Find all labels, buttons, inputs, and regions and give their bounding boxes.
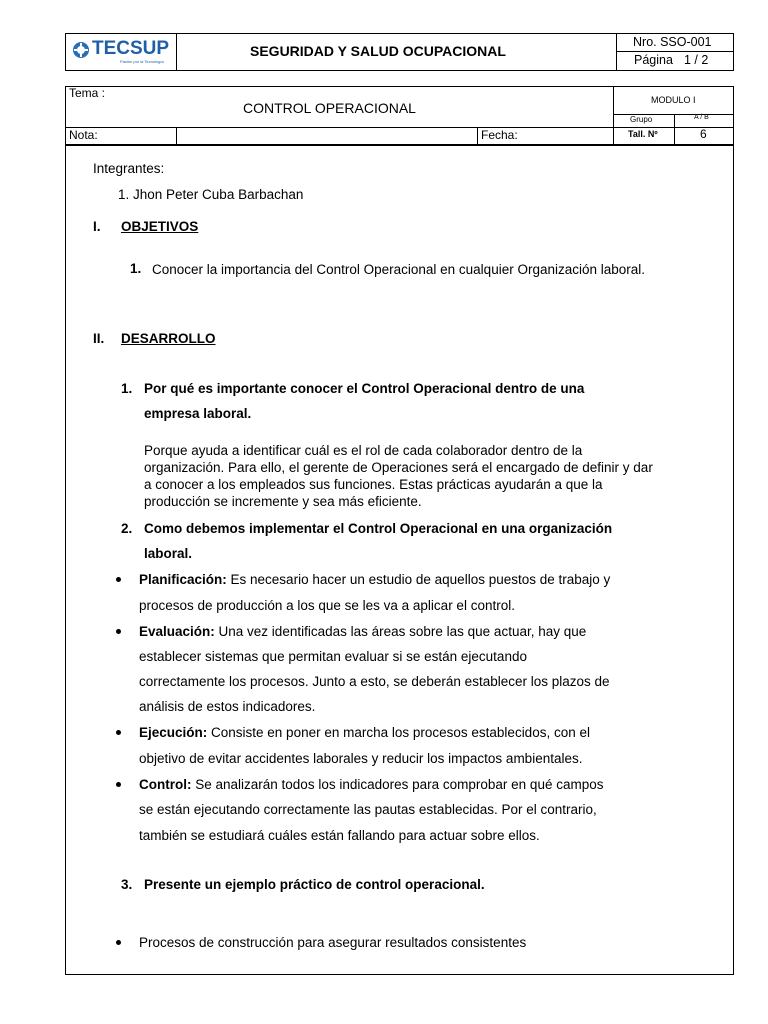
- example-bullet: Procesos de construcción para asegurar resultados consistentes: [139, 935, 527, 950]
- form-row-line: [65, 127, 734, 128]
- question-1-number: 1.: [121, 381, 133, 396]
- header-divider-2: [616, 33, 617, 71]
- page-label: Página: [634, 53, 673, 67]
- bullet-control-line-1: Control: Se analizarán todos los indicadores para comprobar en qué campos: [139, 777, 604, 792]
- tall-value: 6: [700, 127, 707, 141]
- page-value: 1 / 2: [684, 53, 709, 67]
- header-title: SEGURIDAD Y SALUD OCUPACIONAL: [250, 43, 506, 59]
- question-2-number: 2.: [121, 521, 133, 536]
- bullet-evaluacion-line-1: Evaluación: Una vez identificadas las áreas sobre las que actuar, hay que: [139, 624, 587, 639]
- bullet-control-line-3: también se estudiará cuáles están fallando para actuar sobre ellos.: [139, 828, 540, 843]
- form-grupo-vline: [674, 114, 675, 145]
- bullet-planificacion-line-2: procesos de producción a los que se les va a aplicar el control.: [139, 598, 515, 613]
- nota-label: Nota:: [69, 128, 98, 142]
- objective-1-number: 1.: [130, 261, 142, 276]
- bullet-ejecucion-line-2: objetivo de evitar accidentes laborales y reducir los impactos ambientales.: [139, 751, 583, 766]
- grupo-label: Grupo: [630, 115, 653, 124]
- question-2-line-1: Como debemos implementar el Control Operacional en una organización: [144, 521, 613, 536]
- section-1-title: OBJETIVOS: [121, 219, 199, 234]
- tecsup-logo: [70, 37, 172, 67]
- integrante-1: 1. Jhon Peter Cuba Barbachan: [118, 187, 304, 202]
- bullet-evaluacion-line-4: análisis de estos indicadores.: [139, 699, 316, 714]
- tall-label: Tall. Nº: [628, 129, 658, 139]
- bullet-dot: [116, 577, 121, 582]
- question-2-line-2: laboral.: [144, 546, 193, 561]
- bullet-planificacion-line-1: Planificación: Es necesario hacer un estudio de aquellos puestos de trabajo y: [139, 572, 611, 587]
- section-1-number: I.: [93, 219, 101, 234]
- question-1-answer: Porque ayuda a identificar cuál es el rol de cada colaborador dentro de la organización. Para ello, el gerente de Operaciones será el encargado de definir y dar a conocer a los empleados sus funciones. Estas prácticas ayudarán a que la producción se incremente y sea más eficiente.: [144, 443, 653, 509]
- bullet-control-line-2: se están ejecutando correctamente las pautas establecidas. Por el contrario,: [139, 802, 597, 817]
- bullet-evaluacion-line-3: correctamente los procesos. Junto a esto, se deberán establecer los plazos de: [139, 674, 610, 689]
- section-2-title: DESARROLLO: [121, 331, 216, 346]
- form-vline-nota: [176, 127, 177, 145]
- logo-tagline: Pasión por la Tecnología: [120, 59, 164, 64]
- form-vline-fecha: [477, 127, 478, 145]
- bullet-dot: [116, 940, 121, 945]
- modulo-label: MODULO I: [651, 95, 696, 105]
- section-2-number: II.: [93, 331, 105, 346]
- question-1-line-2: empresa laboral.: [144, 406, 252, 421]
- bullet-ejecucion-line-1: Ejecución: Consiste en poner en marcha los procesos establecidos, con el: [139, 725, 590, 740]
- form-vline-right: [613, 86, 614, 145]
- question-3-number: 3.: [121, 877, 133, 892]
- bullet-dot: [116, 730, 121, 735]
- fecha-label: Fecha:: [481, 128, 518, 142]
- bullet-dot: [116, 782, 121, 787]
- bullet-evaluacion-line-2: establecer sistemas que permitan evaluar si se están ejecutando: [139, 649, 527, 664]
- tema-value: CONTROL OPERACIONAL: [243, 100, 416, 116]
- integrantes-label: Integrantes:: [93, 161, 165, 176]
- bullet-dot: [116, 629, 121, 634]
- header-divider-1: [176, 33, 177, 71]
- question-3-title: Presente un ejemplo práctico de control operacional.: [144, 877, 485, 892]
- header-divider-3: [616, 51, 734, 52]
- logo-text: TECSUP: [92, 38, 170, 59]
- doc-number: Nro. SSO-001: [633, 35, 712, 49]
- grupo-value: A / B: [694, 114, 709, 121]
- tema-label: Tema :: [69, 86, 106, 100]
- objective-1-text: Conocer la importancia del Control Operacional en cualquier Organización laboral.: [152, 262, 646, 277]
- question-1-line-1: Por qué es importante conocer el Control Operacional dentro de una: [144, 381, 585, 396]
